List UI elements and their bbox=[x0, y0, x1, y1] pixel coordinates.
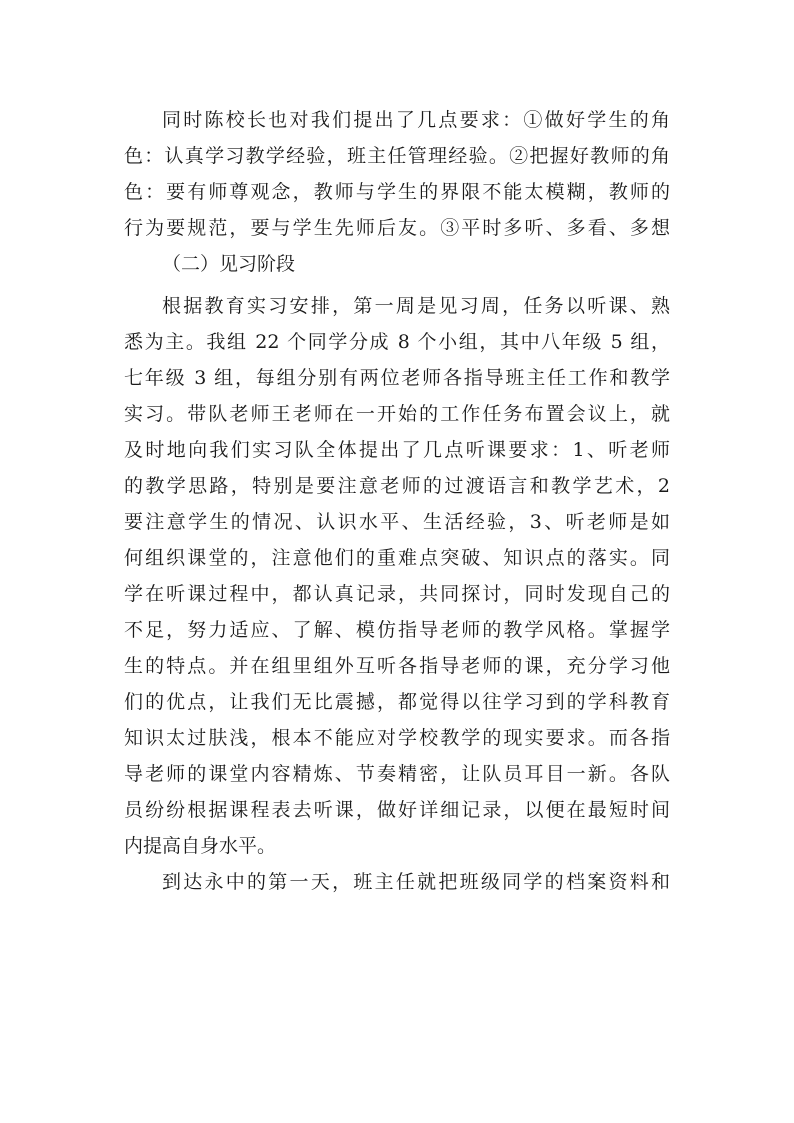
paragraph-2-line-7: 要注意学生的情况、认识水平、生活经验，3、听老师是如 bbox=[124, 511, 670, 533]
paragraph-2-line-3: 七年级 3 组，每组分别有两位老师各指导班主任工作和教学 bbox=[124, 367, 670, 389]
paragraph-2-line-9: 学在听课过程中，都认真记录，共同探讨，同时发现自己的 bbox=[124, 583, 670, 605]
section-heading: （二）见习阶段 bbox=[162, 253, 296, 275]
paragraph-2-line-6: 的教学思路，特别是要注意老师的过渡语言和教学艺术，2 bbox=[124, 475, 670, 497]
paragraph-2-line-2: 悉为主。我组 22 个同学分成 8 个小组，其中八年级 5 组， bbox=[124, 331, 670, 353]
paragraph-1-line-2: 色：认真学习教学经验，班主任管理经验。②把握好教师的角 bbox=[124, 145, 670, 167]
paragraph-2-line-13: 知识太过肤浅，根本不能应对学校教学的现实要求。而各指 bbox=[124, 727, 670, 749]
paragraph-2-line-15: 员纷纷根据课程表去听课，做好详细记录，以便在最短时间 bbox=[124, 799, 670, 821]
paragraph-1-line-4: 行为要规范，要与学生先师后友。③平时多听、多看、多想 bbox=[124, 217, 670, 239]
paragraph-2-line-16: 内提高自身水平。 bbox=[124, 835, 277, 857]
paragraph-2-line-12: 们的优点，让我们无比震撼，都觉得以往学习到的学科教育 bbox=[124, 691, 670, 713]
paragraph-2-line-5: 及时地向我们实习队全体提出了几点听课要求：1、听老师 bbox=[124, 439, 670, 461]
paragraph-2-line-4: 实习。带队老师王老师在一开始的工作任务布置会议上，就 bbox=[124, 403, 670, 425]
paragraph-3-line-1: 到达永中的第一天，班主任就把班级同学的档案资料和 bbox=[162, 871, 670, 893]
paragraph-2-line-8: 何组织课堂的，注意他们的重难点突破、知识点的落实。同 bbox=[124, 547, 670, 569]
paragraph-1-line-3: 色：要有师尊观念，教师与学生的界限不能太模糊，教师的 bbox=[124, 181, 670, 203]
paragraph-2-line-10: 不足，努力适应、了解、模仿指导老师的教学风格。掌握学 bbox=[124, 619, 670, 641]
paragraph-2-line-11: 生的特点。并在组里组外互听各指导老师的课，充分学习他 bbox=[124, 655, 670, 677]
paragraph-2-line-14: 导老师的课堂内容精炼、节奏精密，让队员耳目一新。各队 bbox=[124, 763, 670, 785]
paragraph-2-line-1: 根据教育实习安排，第一周是见习周，任务以听课、熟 bbox=[162, 295, 670, 317]
paragraph-1-line-1: 同时陈校长也对我们提出了几点要求：①做好学生的角 bbox=[162, 109, 670, 131]
